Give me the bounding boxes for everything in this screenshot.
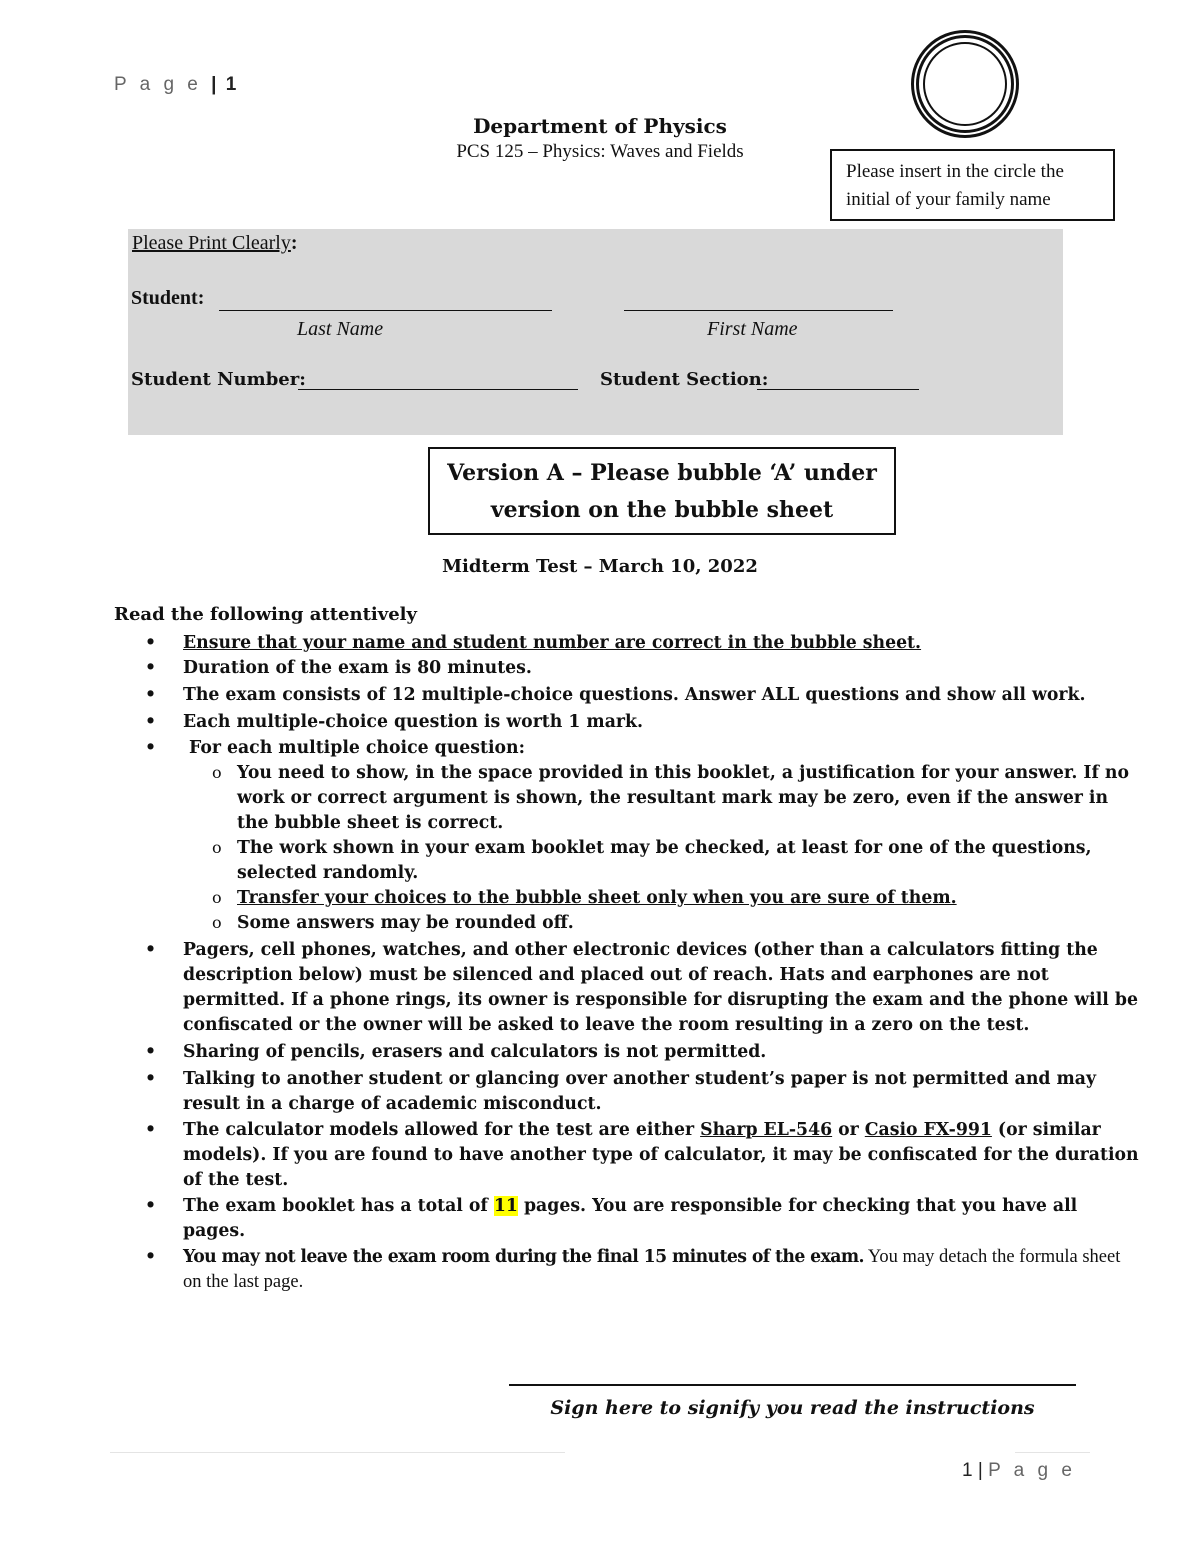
footer-divider: [110, 1452, 565, 1453]
initial-instruction-box: Please insert in the circle the initial of your family name: [830, 149, 1115, 221]
version-box: Version A – Please bubble ‘A’ under version on the bubble sheet: [428, 447, 896, 535]
page-word: P a g e: [114, 74, 202, 95]
sub-list-item: o The work shown in your exam booklet may be checked, at least for one of the questions, selected randomly.: [142, 836, 1142, 886]
department-title: Department of Physics: [473, 114, 727, 138]
course-title: PCS 125 – Physics: Waves and Fields: [456, 141, 744, 162]
signature-line[interactable]: [509, 1384, 1076, 1386]
bullet-icon: •: [145, 1196, 157, 1216]
calculator-sharp: Sharp EL-546: [700, 1120, 833, 1140]
signature-caption: Sign here to signify you read the instructions: [550, 1397, 1035, 1419]
list-item: • Talking to another student or glancing over another student’s paper is not permitted and may result in a charge of academic misconduct.: [145, 1069, 1097, 1114]
sub-list-item: o Transfer your choices to the bubble sheet only when you are sure of them.: [142, 886, 1142, 911]
calculator-casio: Casio FX-991: [864, 1120, 992, 1140]
list-item: • The exam consists of 12 multiple-choice questions. Answer ALL questions and show all work.: [142, 683, 1142, 708]
page-header: [114, 74, 236, 96]
instructions-list: [142, 631, 1142, 1295]
midterm-date: Midterm Test – March 10, 2022: [442, 556, 758, 577]
footer-divider: [1015, 1452, 1090, 1453]
bullet-icon: •: [145, 685, 157, 705]
circle-bullet-icon: o: [212, 838, 222, 857]
bullet-icon: •: [145, 1069, 157, 1089]
list-item: • The calculator models allowed for the test are either Sharp EL-546 or Casio FX-991 (or similar models). If you are found to have another type of calculator, it may be confiscated for the duration of the test.: [145, 1120, 1139, 1190]
student-number-field[interactable]: [298, 389, 578, 390]
page-count-highlight: 11: [493, 1196, 518, 1216]
bullet-icon: •: [145, 1120, 157, 1140]
last-name-field[interactable]: [219, 310, 552, 311]
circle-bullet-icon: o: [212, 913, 222, 932]
list-item: • Duration of the exam is 80 minutes.: [142, 656, 1142, 681]
circle-bullet-icon: o: [212, 888, 222, 907]
first-name-field[interactable]: [624, 310, 893, 311]
last-name-label: Last Name: [297, 318, 384, 340]
list-item: • You may not leave the exam room during the final 15 minutes of the exam. You may detach the formula sheet on the last page.: [145, 1247, 1121, 1292]
page-footer: 1 | P a g e: [962, 1460, 1076, 1481]
list-item: • For each multiple choice question:: [142, 736, 1142, 761]
list-item: • Sharing of pencils, erasers and calculators is not permitted.: [142, 1040, 1142, 1065]
student-section-field[interactable]: [757, 389, 919, 390]
circle-bullet-icon: o: [212, 763, 222, 782]
student-label: Student:: [131, 287, 205, 309]
sub-list-item: o Some answers may be rounded off.: [142, 911, 1142, 936]
bullet-icon: •: [145, 712, 157, 732]
page-sep: |: [211, 74, 217, 95]
student-info-panel: [128, 229, 1063, 435]
page-number: 1: [225, 74, 237, 95]
list-item: • Ensure that your name and student number are correct in the bubble sheet.: [142, 631, 1142, 656]
list-item: • The exam booklet has a total of 11 pages. You are responsible for checking that you have all pages.: [145, 1196, 1078, 1241]
bullet-icon: •: [145, 940, 157, 960]
bullet-icon: •: [145, 633, 157, 653]
bullet-icon: •: [145, 738, 157, 758]
sub-list-item: o You need to show, in the space provided in this booklet, a justification for your answer. If no work or correct argument is shown, the resultant mark may be zero, even if the answer in the bubble sheet is correct.: [142, 761, 1142, 836]
first-name-label: First Name: [707, 318, 798, 340]
instructions-heading: Read the following attentively: [114, 604, 417, 625]
bullet-icon: •: [145, 1247, 157, 1267]
student-section-label: Student Section:: [600, 369, 769, 390]
list-item: • Each multiple-choice question is worth 1 mark.: [142, 710, 1142, 735]
list-item: • Pagers, cell phones, watches, and other electronic devices (other than a calculators fitting the description below) must be silenced and placed out of reach. Hats and earphones are not permitted. If a phone rings, its owner is responsible for disrupting the exam and the phone will be confiscated or the owner will be asked to leave the room resulting in a zero on the test.: [145, 940, 1138, 1035]
print-clearly-heading: Please Print Clearly:: [132, 232, 298, 254]
student-number-label: Student Number:: [131, 369, 306, 390]
bullet-icon: •: [145, 1042, 157, 1062]
bullet-icon: •: [145, 658, 157, 678]
